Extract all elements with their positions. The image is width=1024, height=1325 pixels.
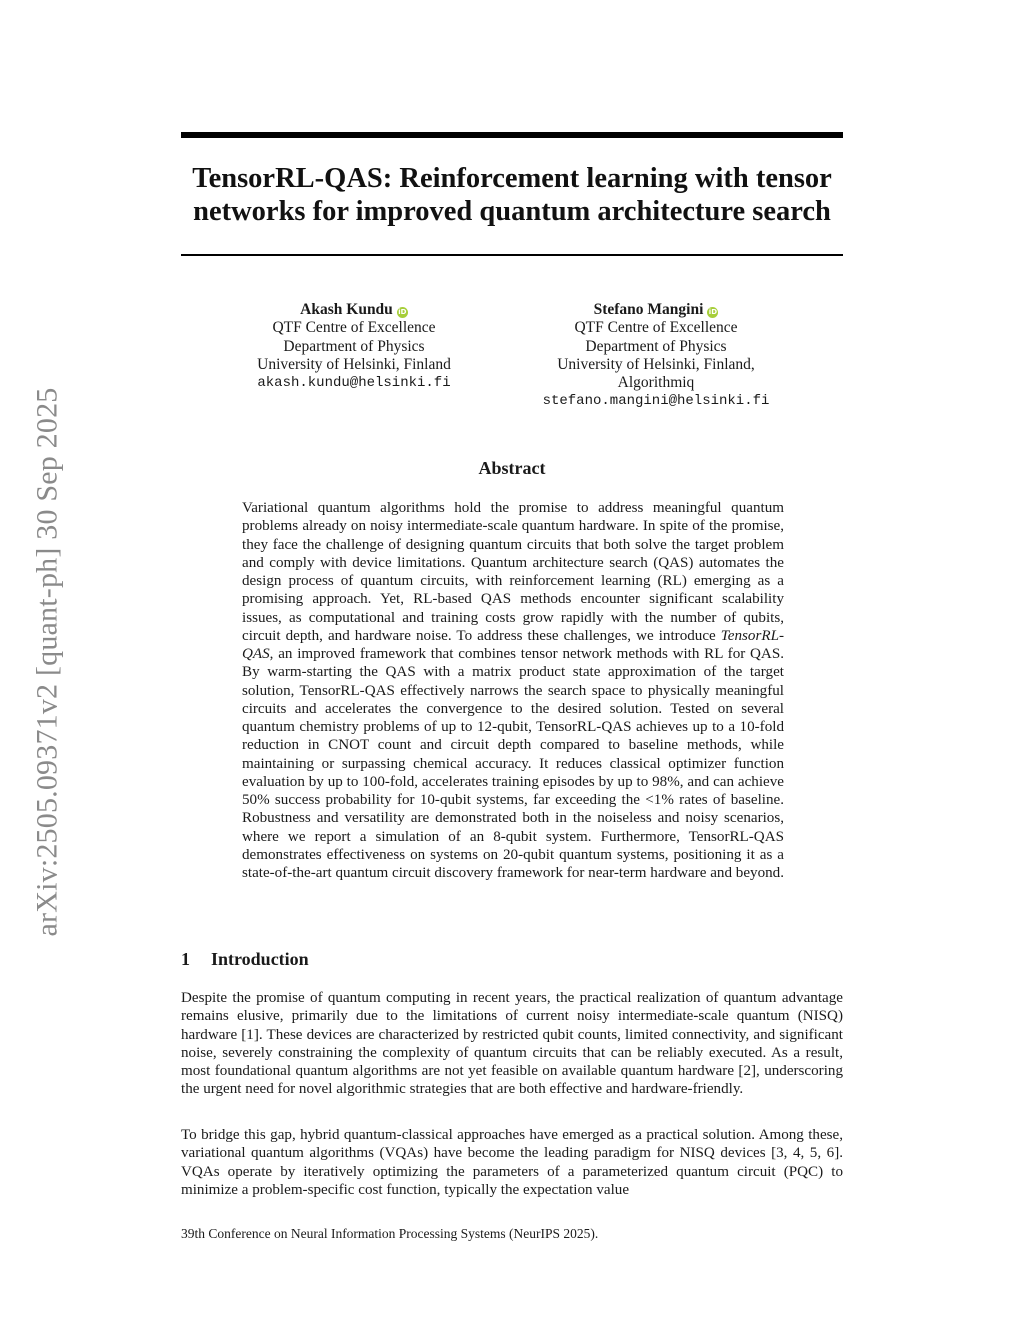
abstract-text: Variational quantum algorithms hold the promise to address meaningful quantum problems already on noisy intermediate-scale quantum hardware. In spite of the promise, they face the challenge of designing quantum circuits that both solve the target problem and comply with device limitations. Quantum architecture search (QAS) automates the design process of quantum circuits, with reinforcement learning (RL) emerging as a promising approach. Yet, RL-based QAS methods encounter significant scalability issues, as computational and training costs grow rapidly with the number of qubits, circuit depth, and hardware noise. To address these challenges, we introduce [242,500,784,644]
paper-title [181,162,843,228]
abstract-body [242,499,784,882]
title-top-rule [181,132,843,138]
intro-paragraph: To bridge this gap, hybrid quantum-classical approaches have emerged as a practical solution. Among these, variational quantum algorithms (VQAs) have become the leading paradigm for NISQ devices [3, 4, 5, 6]. VQAs operate by iteratively optimizing the parameters of a parameterized quantum circuit (PQC) to minimize a problem-specific cost function, typically the expectation value [181,1127,843,1198]
author-block-1 [239,301,469,392]
section-title: Introduction [211,949,309,969]
title-bottom-rule [181,254,843,256]
author-affiliation: Department of Physics [283,337,425,355]
conference-footer: 39th Conference on Neural Information Processing Systems (NeurIPS 2025). [181,1226,599,1241]
author-affiliation: University of Helsinki, Finland [257,355,451,373]
paper-title-line: networks for improved quantum architecture search [193,196,831,227]
author-affiliation: Department of Physics [585,337,727,355]
abstract-text: , an improved framework that combines tensor network methods with RL for QAS. By warm-starting the QAS with a matrix product state approximation of the target solution, TensorRL-QAS effectively narrows the search space to physically meaningful circuits and accelerates the convergence to the desired solution. Tested on several quantum chemistry problems of up to 12-qubit, TensorRL-QAS achieves up to a 10-fold reduction in CNOT count and circuit depth compared to baseline methods, while maintaining or surpassing chemical accuracy. It reduces classical optimizer function evaluation by up to 100-fold, accelerates training episodes by up to 98%, and can achieve 50% success probability for 10-qubit systems, far exceeding the <1% rates of baseline. Robustness and versatility are demonstrated both in the noiseless and noisy scenarios, where we report a simulation of an 8-qubit system. Furthermore, TensorRL-QAS demonstrates effectiveness on systems on 20-qubit quantum systems, positioning it as a state-of-the-art quantum circuit discovery framework for near-term hardware and beyond. [242,646,784,881]
orcid-icon[interactable]: iD [708,308,718,316]
paper-title-line: TensorRL-QAS: Reinforcement learning with tensor [192,163,832,194]
author-name: Akash Kundu [300,301,393,318]
author-block-2 [536,301,776,411]
abstract-method-name: TensorRL-QAS [242,627,784,662]
author-affiliation: QTF Centre of Excellence [272,319,436,337]
author-affiliation: QTF Centre of Excellence [574,319,738,337]
orcid-icon[interactable]: iD [398,308,407,316]
intro-paragraph: Despite the promise of quantum computing in recent years, the practical realization of quantum advantage remains elusive, primarily due to the limitations of current noisy intermediate-scale quantum (NISQ) hardware [1]. These devices are characterized by restricted qubit counts, limited connectivity, and significant noise, severely constraining the complexity of quantum circuits that can be reliably executed. As a result, most foundational quantum algorithms are not yet feasible on available quantum hardware [2], underscoring the urgent need for novel algorithmic strategies that are both effective and hardware-friendly. [181,990,843,1098]
author-affiliation: Algorithmiq [617,374,695,392]
section-number: 1 [181,949,190,969]
author-affiliation: University of Helsinki, Finland, [557,355,755,373]
section-heading [181,949,309,970]
author-email[interactable]: akash.kundu@helsinki.fi [257,375,451,392]
arxiv-identifier [22,352,72,972]
abstract-heading: Abstract [478,458,546,478]
arxiv-identifier-text: arXiv:2505.09371v2 [quant-ph] 30 Sep 2025 [30,387,63,937]
author-email[interactable]: stefano.mangini@helsinki.fi [542,393,770,410]
author-name: Stefano Mangini [593,301,704,318]
